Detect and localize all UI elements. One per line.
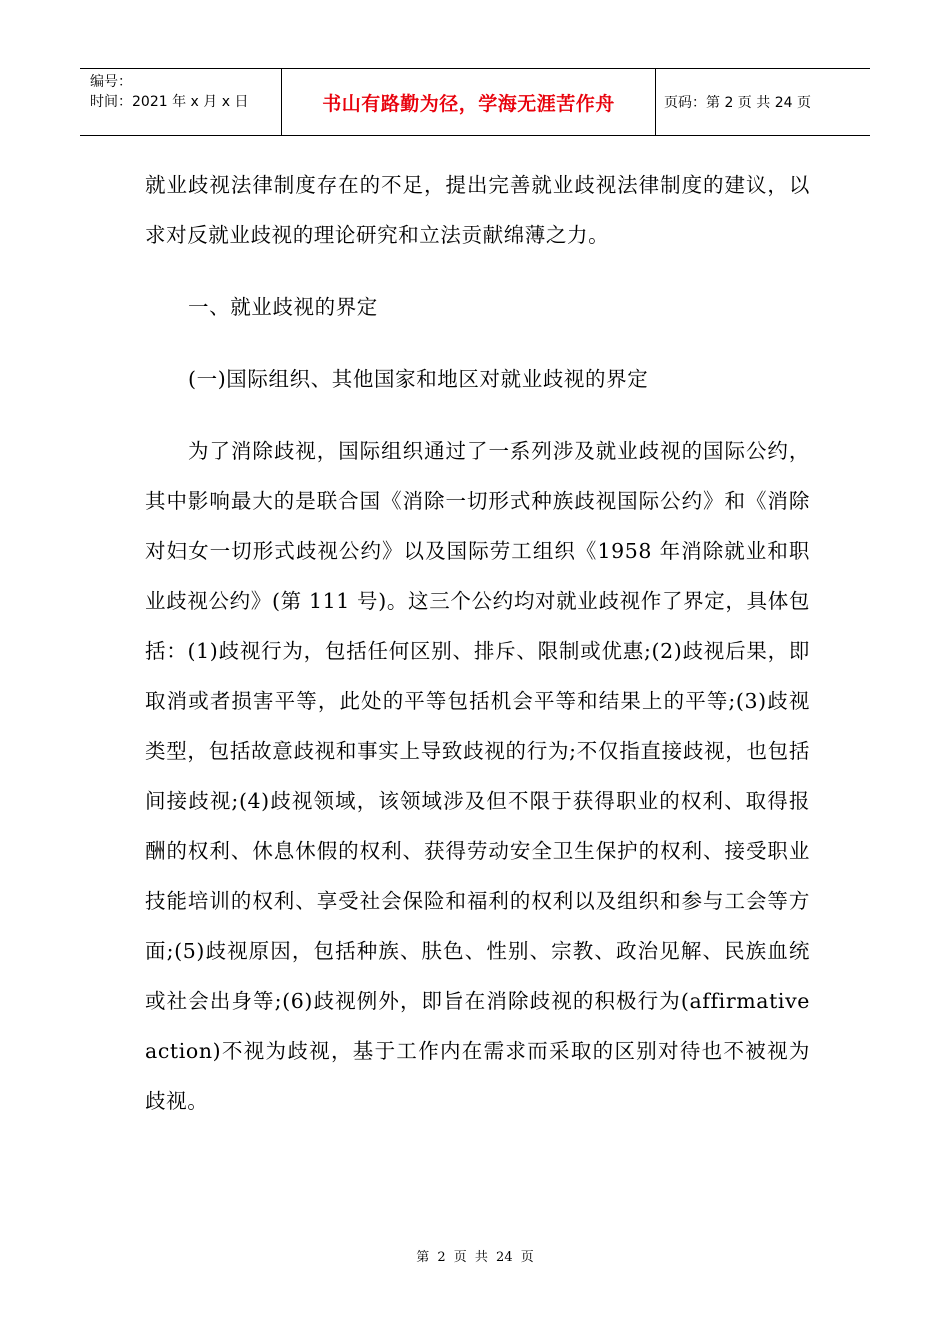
header-page-info: 页码：第 2 页 共 24 页 bbox=[664, 95, 811, 111]
paragraph-continued: 就业歧视法律制度存在的不足，提出完善就业歧视法律制度的建议，以求对反就业歧视的理论研究和立法贡献绵薄之力。 bbox=[145, 173, 810, 247]
header-meta bbox=[80, 69, 282, 135]
page-header bbox=[80, 68, 870, 136]
document-number-label: 编号： bbox=[90, 74, 132, 90]
page-footer: 第 2 页 共 24 页 bbox=[416, 1250, 534, 1265]
subsection-heading: (一)国际组织、其他国家和地区对就业歧视的界定 bbox=[188, 367, 649, 391]
document-date: 时间：2021 年 x 月 x 日 bbox=[90, 94, 249, 110]
document-body bbox=[145, 160, 810, 1126]
paragraph-body: 为了消除歧视，国际组织通过了一系列涉及就业歧视的国际公约，其中影响最大的是联合国《消除一切形式种族歧视国际公约》和《消除对妇女一切形式歧视公约》以及国际劳工组织《1958 年消除就业和职业歧视公约》(第 111 号)。这三个公约均对就业歧视作了界定，具体包括：(1)歧视行为，包括任何区别、排斥、限制或优惠;(2)歧视后果，即取消或者损害平等，此处的平等包括机会平等和结果上的平等;(3)歧视类型，包括故意歧视和事实上导致歧视的行为;不仅指直接歧视，也包括间接歧视;(4)歧视领域，该领域涉及但不限于获得职业的权利、取得报酬的权利、休息休假的权利、获得劳动安全卫生保护的权利、接受职业技能培训的权利、享受社会保险和福利的权利以及组织和参与工会等方面;(5)歧视原因，包括种族、肤色、性别、宗教、政治见解、民族血统或社会出身等;(6)歧视例外，即旨在消除歧视的积极行为(affirmative action)不视为歧视，基于工作内在需求而采取的区别对待也不被视为歧视。 bbox=[145, 439, 810, 1113]
header-motto: 书山有路勤为径，学海无涯苦作舟 bbox=[282, 69, 656, 135]
section-heading: 一、就业歧视的界定 bbox=[188, 295, 378, 319]
